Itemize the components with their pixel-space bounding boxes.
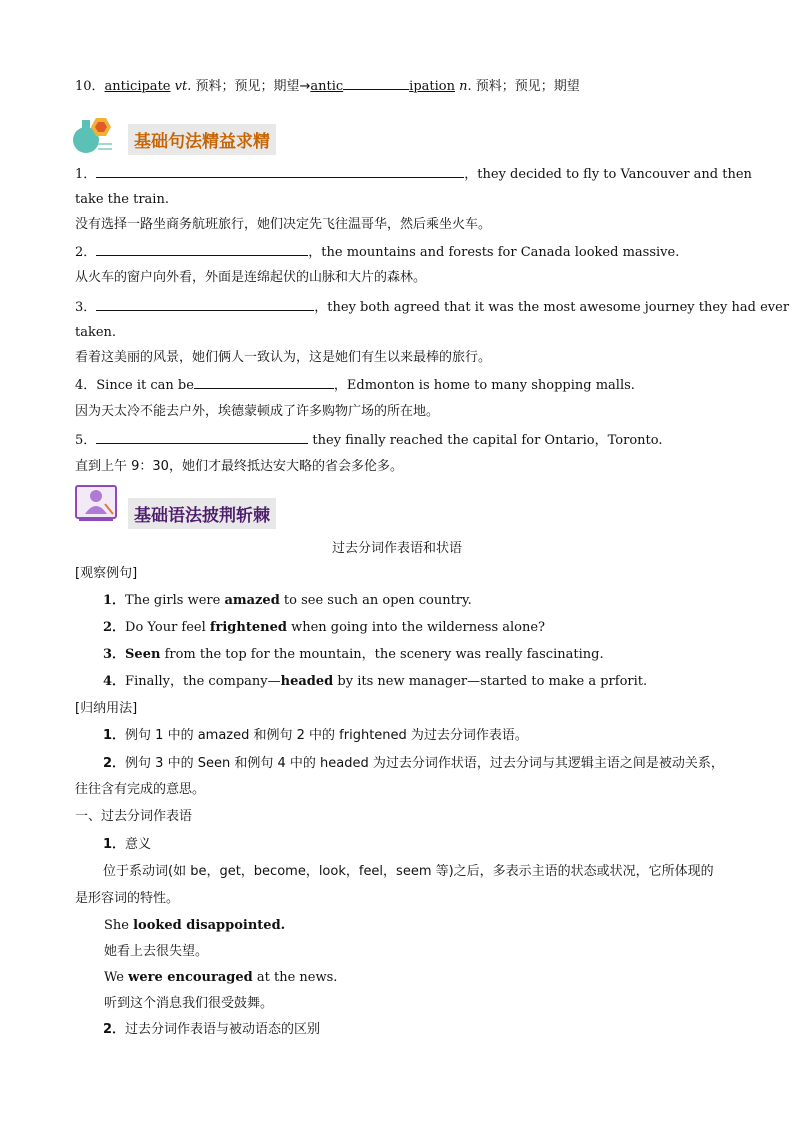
example-we: We were encouraged at the news. [104, 970, 338, 985]
observe-heading: [观察例句] [75, 566, 138, 581]
sentence-4: 4．Since it can be ，Edmonton is home to many shopping malls. [75, 378, 635, 393]
sentence-3: 3． ，they both agreed that it was the most awesome journey they had ever [75, 300, 790, 315]
meaning-heading: 1．意义 [103, 837, 152, 852]
flask-icon [72, 114, 114, 156]
part-heading-1: 一、过去分词作表语 [75, 809, 193, 824]
sentence-3-cont: taken. [75, 325, 117, 340]
sentence-5-cn: 直到上午 9：30，她们才最终抵达安大略的省会多伦多。 [75, 459, 403, 474]
summary-heading: [归纳用法] [75, 701, 138, 716]
difference-heading: 2．过去分词作表语与被动语态的区别 [103, 1022, 321, 1037]
summary-2: 2．例句 3 中的 Seen 和例句 4 中的 headed 为过去分词作状语，过去分词与其逻辑主语之间是被动关系， [103, 756, 724, 771]
example-4: 4．Finally，the company—headed by its new manager—started to make a prforit. [103, 674, 648, 689]
summary-2-cont: 往往含有完成的意思。 [75, 782, 206, 797]
section-title-grammar: 基础语法披荆斩棘 [128, 498, 276, 529]
meaning-text: 位于系动词(如 be，get，become，look，feel，seem 等)之后，多表示主语的状态或状况，它所体现的 [103, 864, 714, 879]
example-1: 1．The girls were amazed to see such an open country. [103, 593, 472, 608]
sentence-3-cn: 看着这美丽的风景，她们俩人一致认为，这是她们有生以来最棒的旅行。 [75, 350, 492, 365]
summary-1: 1．例句 1 中的 amazed 和例句 2 中的 frightened 为过去分词作表语。 [103, 728, 528, 743]
teacher-icon [75, 484, 117, 522]
vocab-item-10: 10．anticipate vt. 预料；预见；期望→antic ipation n. 预料；预见；期望 [75, 79, 580, 94]
sentence-1: 1． ，they decided to fly to Vancouver and then [75, 167, 752, 182]
example-3: 3．Seen from the top for the mountain，the scenery was really fascinating. [103, 647, 604, 662]
sentence-2-cn: 从火车的窗户向外看，外面是连绵起伏的山脉和大片的森林。 [75, 270, 427, 285]
sentence-4-cn: 因为天太冷不能去户外，埃德蒙顿成了许多购物广场的所在地。 [75, 404, 440, 419]
example-2: 2．Do Your feel frightened when going into the wilderness alone? [103, 620, 546, 635]
sentence-1-cont: take the train. [75, 192, 169, 207]
example-she-cn: 她看上去很失望。 [104, 944, 209, 959]
meaning-text-cont: 是形容词的特性。 [75, 891, 180, 906]
section-title-sentence: 基础句法精益求精 [128, 124, 276, 155]
sentence-2: 2． ，the mountains and forests for Canada looked massive. [75, 245, 680, 260]
sentence-5: 5． they finally reached the capital for Ontario，Toronto. [75, 433, 663, 448]
example-we-cn: 听到这个消息我们很受鼓舞。 [104, 996, 274, 1011]
sentence-1-cn: 没有选择一路坐商务航班旅行，她们决定先飞往温哥华，然后乘坐火车。 [75, 217, 492, 232]
grammar-title: 过去分词作表语和状语 [331, 541, 462, 556]
example-she: She looked disappointed. [104, 918, 286, 933]
